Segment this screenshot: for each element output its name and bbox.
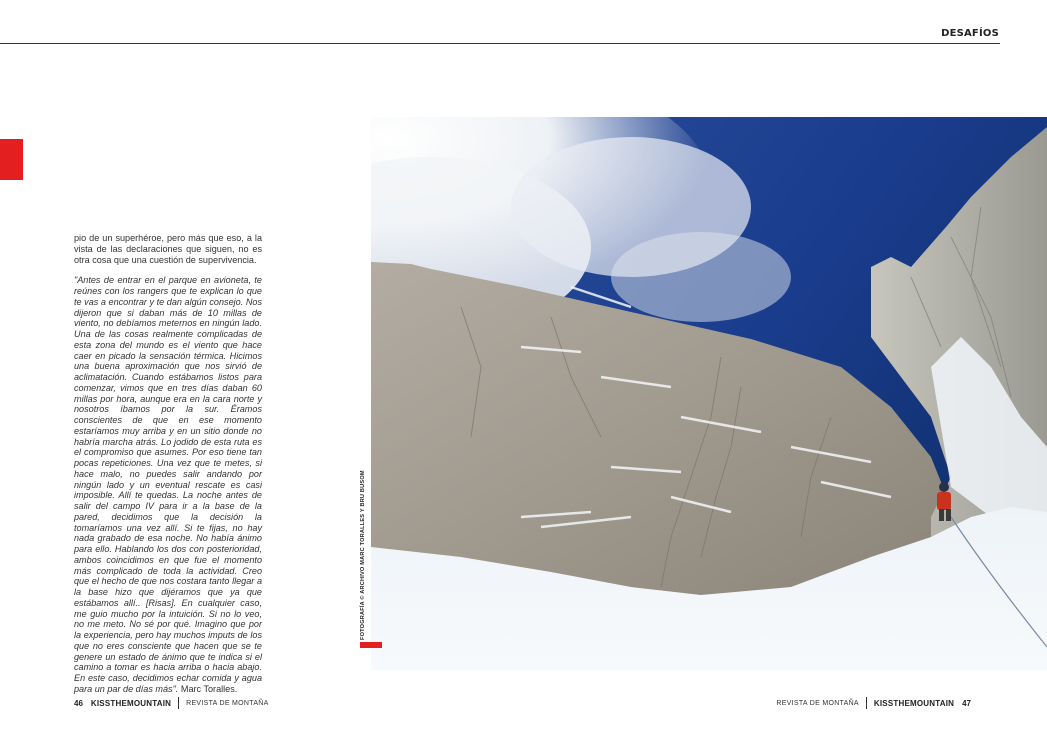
header-rule <box>0 43 1000 44</box>
footer-divider-right <box>866 697 867 709</box>
quote-text: "Antes de entrar en el parque en avioneta, te reúnes con los rangers que te explican lo que te vas a encontrar y te dan algún consejo. Nos dijeron que si daban más de 10 millas de viento, no debíamos meternos en ningún lado. Una de las cosas realmente complicadas de esta zona del mundo es el viento que hace caer en picado la sensación térmica. Hicimos una buena aproximación que nos sirvió de aclimatación. Cuando estábamos listos para comenzar, vimos que en tres días daban 60 millas por hora, aunque era en la cara norte y nosotros íbamos por la sur. Éramos conscientes de que en ese momento estaríamos muy arriba y en un sitio donde no habría marcha atrás. Lo jodido de esta ruta es el compromiso que asumes. Por eso tiene tan pocas repeticiones. Una vez que te metes, si hace malo, no puedes salir andando por ningún lado y un eventual rescate es casi imposible. Allí te quedas. La noche antes de salir del campo IV para ir a la base de la pared, decidimos que la decisión la tomaríamos una vez allí. Si te fijas, no hay nada grabado de esa noche. No había ánimo para ello. Hablando los dos con posterioridad, ambos coincidimos en que fue el momento más complicado de toda la actividad. Creo que el hecho de que nos costara tanto llegar a la base hizo que dijéramos que ya que estábamos allí.. [Risas]. En cualquier caso, me guio mucho por la intuición. Si no lo veo, no me meto. No sé por qué. Imagino que por la experiencia, pero hay muchos imputs de los que no eres consciente que hacen que se te genere un estado de ánimo que te indica si el camino a tomar es hacia arriba o hacia abajo. En este caso, decidimos echar comida y agua para un par de días más". <box>74 275 262 694</box>
footer-divider-left <box>178 697 179 709</box>
tagline-right: REVISTA DE MONTAÑA <box>776 699 859 707</box>
page-number-left: 46 <box>74 698 83 708</box>
credit-accent <box>360 642 382 648</box>
page-number-right: 47 <box>962 698 971 708</box>
paragraph-1: pio de un superhéroe, pero más que eso, a la vista de las declaraciones que siguen, no es otra cosa que una cuestión de supervivencia. <box>74 233 262 265</box>
section-label: DESAFÍOS <box>941 28 999 39</box>
accent-tab <box>0 139 23 180</box>
magazine-name-right: KISSTHEMOUNTAIN <box>873 698 955 708</box>
tagline-left: REVISTA DE MONTAÑA <box>186 699 269 707</box>
footer-left <box>74 697 269 709</box>
paragraph-2 <box>74 275 262 694</box>
magazine-name-left: KISSTHEMOUNTAIN <box>90 698 172 708</box>
climber-figure <box>937 482 951 521</box>
footer-right <box>776 697 971 709</box>
article-column <box>74 233 262 705</box>
photo-credit: FOTOGRAFÍA © ARCHIVO MARC TORALLES Y BRU BUSOM <box>360 470 366 640</box>
climbing-photo <box>371 117 1047 670</box>
quote-author: Marc Toralles. <box>178 683 238 694</box>
